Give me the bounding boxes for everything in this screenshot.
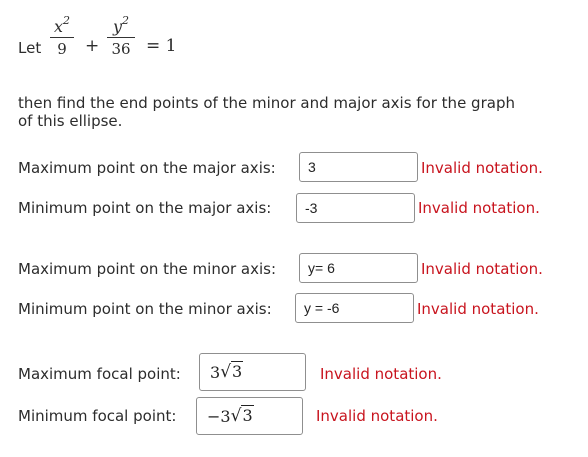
question-line-2: of this ellipse.	[18, 112, 123, 130]
sqrt-icon: √3	[220, 362, 243, 382]
focal-max-feedback: Invalid notation.	[320, 365, 442, 383]
minor-max-feedback: Invalid notation.	[421, 260, 543, 278]
question-line-1: then find the end points of the minor and major axis for the graph	[18, 94, 515, 112]
focal-min-label: Minimum focal point:	[18, 407, 177, 425]
field-label-major-max: Maximum point on the major axis:	[18, 159, 276, 177]
focal-max-input[interactable]	[199, 353, 306, 391]
focal-max-label: Maximum focal point:	[18, 365, 181, 383]
fraction-bar	[107, 37, 135, 38]
y-variable: y	[112, 17, 123, 36]
major-min-input[interactable]: -3	[296, 193, 415, 223]
major-max-input[interactable]: 3	[299, 152, 418, 182]
y-exponent: 2	[122, 14, 130, 27]
field-label-minor-max: Maximum point on the minor axis:	[18, 260, 277, 278]
field-label-minor-min: Minimum point on the minor axis:	[18, 300, 272, 318]
fraction-x-squared-over-9	[50, 14, 74, 58]
focal-min-coef: 3	[220, 406, 231, 426]
focal-max-radicand: 3	[232, 362, 243, 381]
let-label: Let	[18, 39, 42, 57]
major-max-feedback: Invalid notation.	[421, 159, 543, 177]
equals-one: = 1	[146, 36, 177, 56]
field-label-major-min: Minimum point on the major axis:	[18, 199, 272, 217]
focal-min-input[interactable]	[196, 397, 303, 435]
denominator-36: 36	[111, 40, 131, 58]
denominator-9: 9	[57, 40, 67, 58]
focal-max-coef: 3	[210, 362, 221, 382]
fraction-bar	[50, 37, 74, 38]
focal-min-sign: −	[207, 406, 221, 426]
minor-max-input[interactable]: y= 6	[299, 253, 418, 283]
plus-sign: +	[85, 36, 100, 56]
x-variable: x	[53, 17, 64, 36]
major-min-feedback: Invalid notation.	[418, 199, 540, 217]
fraction-y-squared-over-36	[107, 14, 135, 58]
focal-min-radicand: 3	[242, 406, 253, 425]
minor-min-input[interactable]: y = -6	[295, 293, 414, 323]
minor-min-feedback: Invalid notation.	[417, 300, 539, 318]
sqrt-icon: √3	[230, 406, 253, 426]
focal-min-feedback: Invalid notation.	[316, 407, 438, 425]
x-exponent: 2	[63, 14, 71, 27]
